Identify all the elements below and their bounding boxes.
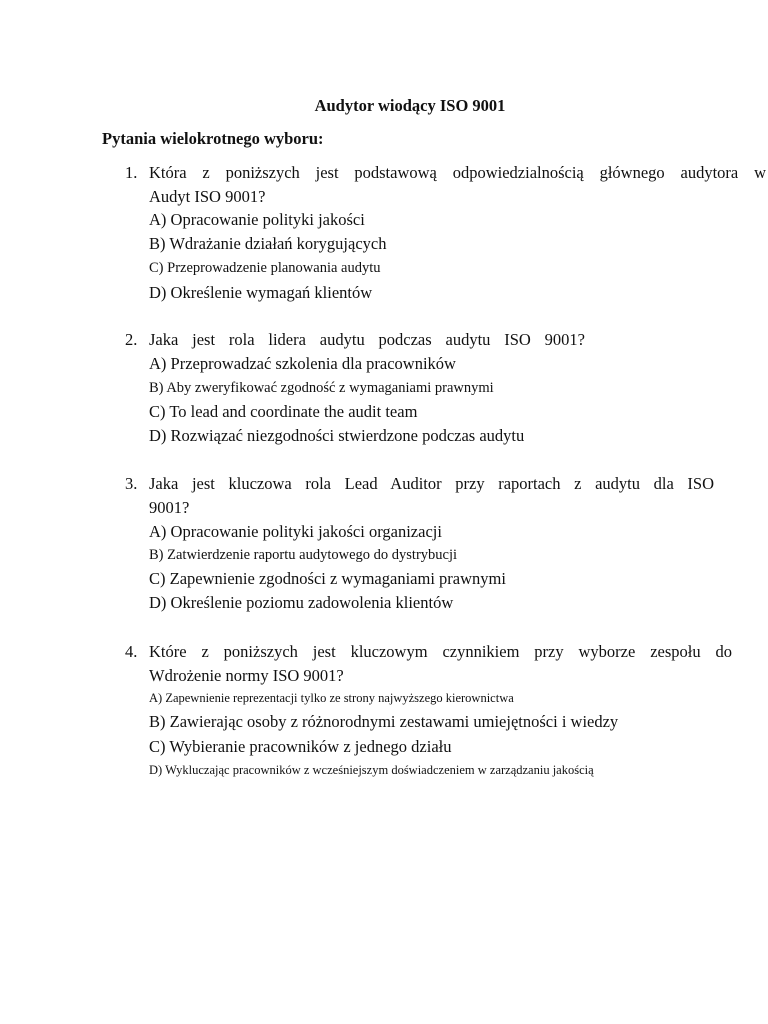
section-subtitle: Pytania wielokrotnego wyboru: (102, 129, 324, 148)
question-number: 3. (125, 474, 138, 493)
option-d: D) Wykluczając pracowników z wcześniejszym doświadczeniem w zarządzaniu jakością (149, 763, 594, 777)
question-stem-cont: 9001? (149, 498, 190, 517)
question-stem: Jaka jest rola lidera audytu podczas audytu ISO 9001? (149, 330, 585, 349)
option-b: B) Zatwierdzenie raportu audytowego do dystrybucji (149, 547, 458, 563)
option-a: A) Opracowanie polityki jakości (149, 210, 365, 229)
option-d: D) Rozwiązać niezgodności stwierdzone podczas audytu (149, 426, 525, 445)
option-d: D) Określenie poziomu zadowolenia klientów (149, 593, 454, 612)
option-b: B) Wdrażanie działań korygujących (149, 234, 387, 253)
option-a: A) Zapewnienie reprezentacji tylko ze strony najwyższego kierownictwa (149, 691, 514, 705)
document-title: Audytor wiodący ISO 9001 (314, 96, 506, 115)
question-stem: Jaka jest kluczowa rola Lead Auditor przy raportach z audytu dla ISO (149, 474, 714, 493)
option-b: B) Aby zweryfikować zgodność z wymaganiami prawnymi (149, 380, 494, 396)
option-b: B) Zawierając osoby z różnorodnymi zestawami umiejętności i wiedzy (149, 712, 619, 731)
question-number: 4. (125, 642, 138, 661)
question-number: 2. (125, 330, 138, 349)
option-a: A) Opracowanie polityki jakości organizacji (149, 522, 442, 541)
question-stem: Które z poniższych jest kluczowym czynnikiem przy wyborze zespołu do (149, 642, 732, 661)
question-number: 1. (125, 163, 138, 182)
option-d: D) Określenie wymagań klientów (149, 283, 373, 302)
question-stem: Która z poniższych jest podstawową odpowiedzialnością głównego audytora w (149, 163, 766, 182)
option-a: A) Przeprowadzać szkolenia dla pracowników (149, 354, 456, 373)
option-c: C) To lead and coordinate the audit team (149, 402, 418, 421)
question-stem-cont: Wdrożenie normy ISO 9001? (149, 666, 344, 685)
option-c: C) Przeprowadzenie planowania audytu (149, 260, 381, 276)
question-stem-cont: Audyt ISO 9001? (149, 187, 266, 206)
option-c: C) Zapewnienie zgodności z wymaganiami prawnymi (149, 569, 506, 588)
option-c: C) Wybieranie pracowników z jednego działu (149, 737, 452, 756)
